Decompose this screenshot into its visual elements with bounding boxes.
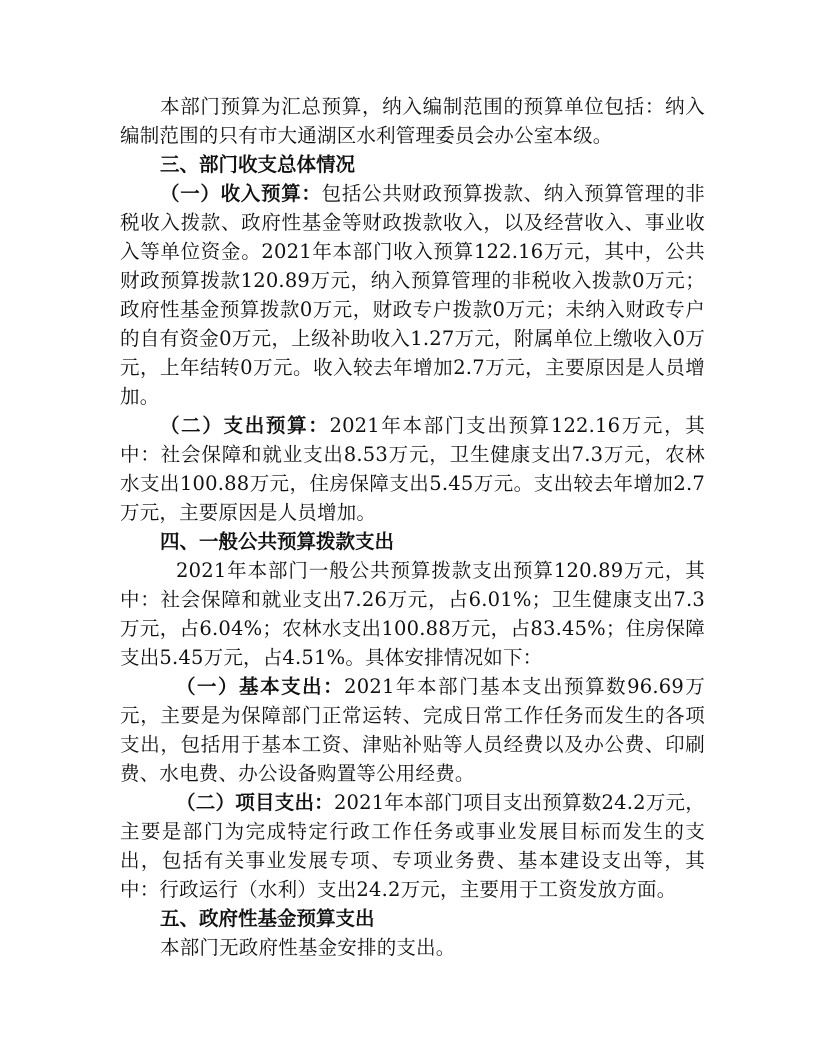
income-budget-paragraph <box>120 179 705 411</box>
basic-expense-label: （一）基本支出： <box>176 675 345 698</box>
scope-paragraph: 本部门预算为汇总预算，纳入编制范围的预算单位包括：纳入编制范围的只有市大通湖区水利管理委员会办公室本级。 <box>120 95 705 147</box>
income-budget-text: 包括公共财政预算拨款、纳入预算管理的非税收入拨款、政府性基金等财政拨款收入，以及经营收入、事业收入等单位资金。2021年本部门收入预算122.16万元，其中，公共财政预算拨款120.89万元，纳入预算管理的非税收入拨款0万元；政府性基金预算拨款0万元，财政专户拨款0万元；未纳入财政专户的自有资金0万元，上级补助收入1.27万元，附属单位上缴收入0万元，上年结转0万元。收入较去年增加2.7万元，主要原因是人员增加。 <box>120 182 705 408</box>
project-expense-label: （二）项目支出： <box>176 791 334 814</box>
expense-budget-paragraph <box>120 411 705 527</box>
basic-expense-paragraph <box>120 672 705 788</box>
section-heading-5: 五、政府性基金预算支出 <box>160 907 375 930</box>
expense-budget-label: （二）支出预算： <box>160 414 330 437</box>
income-budget-label: （一）收入预算： <box>160 182 322 205</box>
document-body <box>120 92 705 962</box>
general-budget-paragraph: 2021年本部门一般公共预算拨款支出预算120.89万元，其中：社会保障和就业支出7.26万元，占6.01%；卫生健康支出7.3万元，占6.04%；农林水支出100.88万元，占83.45%；住房保障支出5.45万元，占4.51%。具体安排情况如下： <box>120 559 705 669</box>
project-expense-text: 2021年本部门项目支出预算数24.2万元，主要是部门为完成特定行政工作任务或事业发展目标而发生的支出，包括有关事业发展专项、专项业务费、基本建设支出等，其中：行政运行（水利）支出24.2万元，主要用于工资发放方面。 <box>120 791 705 901</box>
basic-expense-text: 2021年本部门基本支出预算数96.69万元，主要是为保障部门正常运转、完成日常工作任务而发生的各项支出，包括用于基本工资、津贴补贴等人员经费以及办公费、印刷费、水电费、办公设备购置等公用经费。 <box>120 675 705 785</box>
project-expense-paragraph <box>120 788 705 904</box>
expense-budget-text: 2021年本部门支出预算122.16万元，其中：社会保障和就业支出8.53万元，卫生健康支出7.3万元，农林水支出100.88万元，住房保障支出5.45万元。支出较去年增加2.7万元，主要原因是人员增加。 <box>120 414 705 524</box>
gov-fund-paragraph: 本部门无政府性基金安排的支出。 <box>160 936 456 959</box>
section-heading-3: 三、部门收支总体情况 <box>160 153 356 176</box>
section-heading-4: 四、一般公共预算拨款支出 <box>160 530 395 553</box>
